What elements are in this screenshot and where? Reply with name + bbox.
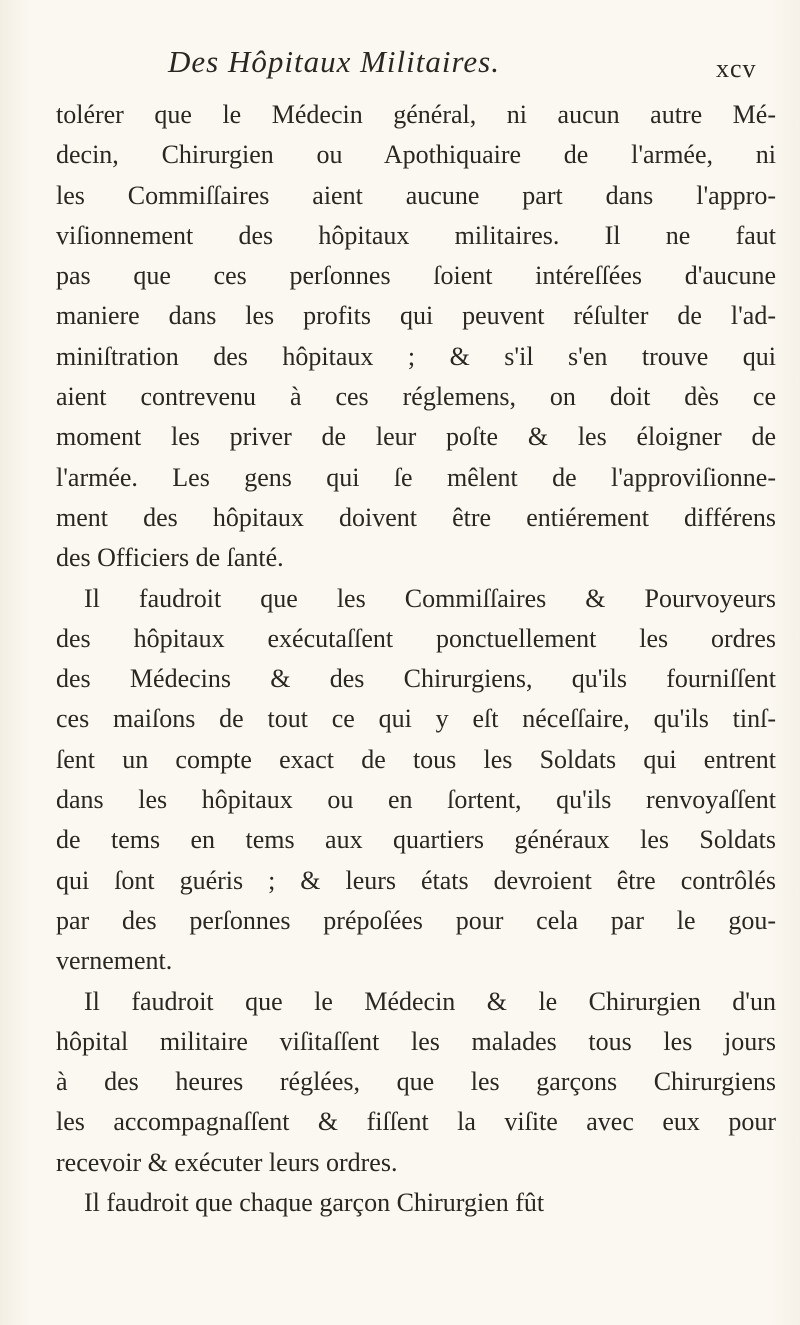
text-line: ſent un compte exact de tous les Soldats qui entrent	[56, 744, 776, 774]
page-header	[0, 44, 800, 94]
text-line: pas que ces perſonnes ſoient intéreſſées d'aucune	[56, 261, 776, 291]
text-line: par des perſonnes prépoſées pour cela par le gou-	[56, 905, 776, 935]
text-line: les Commiſſaires aient aucune part dans l'appro-	[56, 180, 776, 210]
text-line: miniſtration des hôpitaux ; & s'il s'en trouve qui	[56, 341, 776, 371]
text-line: de tems en tems aux quartiers généraux les Soldats	[56, 825, 776, 855]
text-line: des Médecins & des Chirurgiens, qu'ils fourniſſent	[56, 664, 776, 694]
text-line: vernement.	[56, 946, 173, 976]
running-head: Des Hôpitaux Militaires.	[168, 44, 500, 79]
page-number: xcv	[716, 54, 757, 83]
text-line: les accompagnaſſent & fiſſent la viſite avec eux pour	[56, 1107, 776, 1137]
body-text	[56, 95, 776, 1223]
text-line: qui ſont guéris ; & leurs états devroient être contrôlés	[56, 865, 776, 895]
text-line: decin, Chirurgien ou Apothiquaire de l'armée, ni	[56, 140, 776, 170]
text-line: ces maiſons de tout ce qui y eſt néceſſaire, qu'ils tinſ-	[56, 704, 776, 734]
text-line: dans les hôpitaux ou en ſortent, qu'ils renvoyaſſent	[56, 785, 776, 815]
text-line: l'armée. Les gens qui ſe mêlent de l'approviſionne-	[56, 462, 776, 492]
text-line: des Officiers de ſanté.	[56, 543, 284, 573]
text-line: Il faudroit que chaque garçon Chirurgien fût	[84, 1188, 545, 1218]
text-line: à des heures réglées, que les garçons Chirurgiens	[56, 1067, 776, 1097]
text-line: Il faudroit que le Médecin & le Chirurgien d'un	[84, 986, 776, 1016]
text-line: moment les priver de leur poſte & les éloigner de	[56, 422, 776, 452]
text-line: viſionnement des hôpitaux militaires. Il ne faut	[56, 220, 776, 250]
text-line: maniere dans les profits qui peuvent réſulter de l'ad-	[56, 301, 776, 331]
text-line: des hôpitaux exécutaſſent ponctuellement les ordres	[56, 623, 776, 653]
text-line: Il faudroit que les Commiſſaires & Pourvoyeurs	[84, 583, 776, 613]
text-line: recevoir & exécuter leurs ordres.	[56, 1147, 398, 1177]
text-line: tolérer que le Médecin général, ni aucun autre Mé-	[56, 100, 776, 129]
text-line: aient contrevenu à ces réglemens, on doit dès ce	[56, 382, 776, 412]
text-line: ment des hôpitaux doivent être entiérement différens	[56, 502, 776, 532]
text-line: hôpital militaire viſitaſſent les malades tous les jours	[56, 1026, 776, 1056]
